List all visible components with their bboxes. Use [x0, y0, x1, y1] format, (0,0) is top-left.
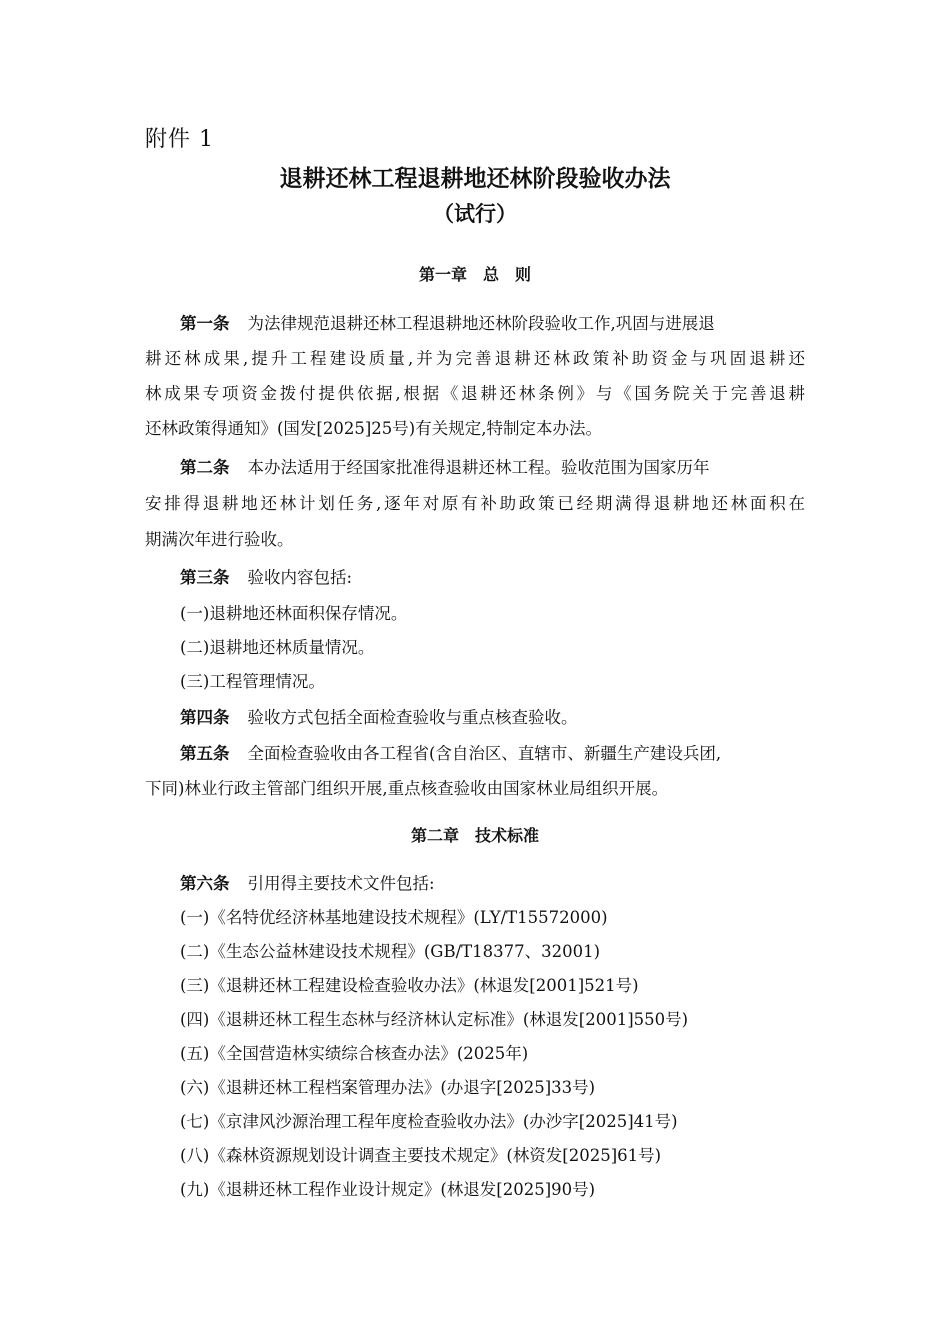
reference-item: (四)《退耕还林工程生态林与经济林认定标准》(林退发[2001]550号) — [180, 1010, 689, 1029]
article-1-label: 第一条 — [180, 314, 230, 333]
article-2-label: 第二条 — [180, 458, 230, 477]
document-subtitle: （试行） — [433, 202, 517, 226]
article-3-label: 第三条 — [180, 568, 230, 587]
reference-item: (三)《退耕还林工程建设检查验收办法》(林退发[2001]521号) — [180, 976, 639, 995]
article-6-line-1 — [180, 870, 435, 894]
article-5-line-2: 下同)林业行政主管部门组织开展,重点核查验收由国家林业局组织开展。 — [145, 779, 669, 798]
reference-item: (六)《退耕还林工程档案管理办法》(办退字[2025]33号) — [180, 1078, 596, 1097]
reference-item: (九)《退耕还林工程作业设计规定》(林退发[2025]90号) — [180, 1180, 596, 1199]
chapter-1-heading: 第一章 总 则 — [418, 265, 531, 284]
article-1-line-3: 林成果专项资金拨付提供依据,根据《退耕还林条例》与《国务院关于完善退耕 — [145, 384, 805, 403]
article-1-text: 为法律规范退耕还林工程退耕地还林阶段验收工作,巩固与进展退 — [247, 314, 715, 333]
article-5-line-1 — [180, 740, 721, 764]
article-5-label: 第五条 — [180, 744, 230, 763]
reference-item: (二)《生态公益林建设技术规程》(GB/T18377、32001) — [180, 942, 601, 961]
article-4-label: 第四条 — [180, 708, 230, 727]
attachment-label: 附件 1 — [145, 127, 214, 152]
article-2-text: 本办法适用于经国家批准得退耕还林工程。验收范围为国家历年 — [247, 458, 710, 477]
reference-item: (七)《京津风沙源治理工程年度检查验收办法》(办沙字[2025]41号) — [180, 1112, 678, 1131]
document-title: 退耕还林工程退耕地还林阶段验收办法 — [279, 166, 671, 192]
article-2-line-1 — [180, 454, 710, 478]
article-6-text: 引用得主要技术文件包括: — [247, 874, 435, 893]
article-2-line-3: 期满次年进行验收。 — [145, 530, 294, 549]
article-2-line-2: 安排得退耕地还林计划任务,逐年对原有补助政策已经期满得退耕地还林面积在 — [145, 494, 805, 513]
article-6-label: 第六条 — [180, 874, 230, 893]
article-3-text: 验收内容包括: — [247, 568, 353, 587]
article-1-line-4: 还林政策得通知》(国发[2025]25号)有关规定,特制定本办法。 — [145, 419, 602, 438]
article-1-line-2: 耕还林成果,提升工程建设质量,并为完善退耕还林政策补助资金与巩固退耕还 — [145, 349, 805, 368]
reference-item: (五)《全国营造林实绩综合核查办法》(2025年) — [180, 1044, 529, 1063]
article-3-item: (三)工程管理情况。 — [180, 672, 325, 691]
article-4-line-1 — [180, 704, 578, 728]
article-5-text: 全面检查验收由各工程省(含自治区、直辖市、新疆生产建设兵团, — [247, 744, 722, 763]
reference-item: (八)《森林资源规划设计调查主要技术规定》(林资发[2025]61号) — [180, 1146, 662, 1165]
article-3-line-1 — [180, 564, 352, 588]
article-4-text: 验收方式包括全面检查验收与重点核查验收。 — [247, 708, 578, 727]
article-3-item: (二)退耕地还林质量情况。 — [180, 638, 375, 657]
reference-item: (一)《名特优经济林基地建设技术规程》(LY/T15572000) — [180, 908, 608, 927]
article-1-line-1 — [180, 310, 715, 334]
chapter-2-heading: 第二章 技术标准 — [410, 826, 539, 845]
article-3-item: (一)退耕地还林面积保存情况。 — [180, 604, 408, 623]
